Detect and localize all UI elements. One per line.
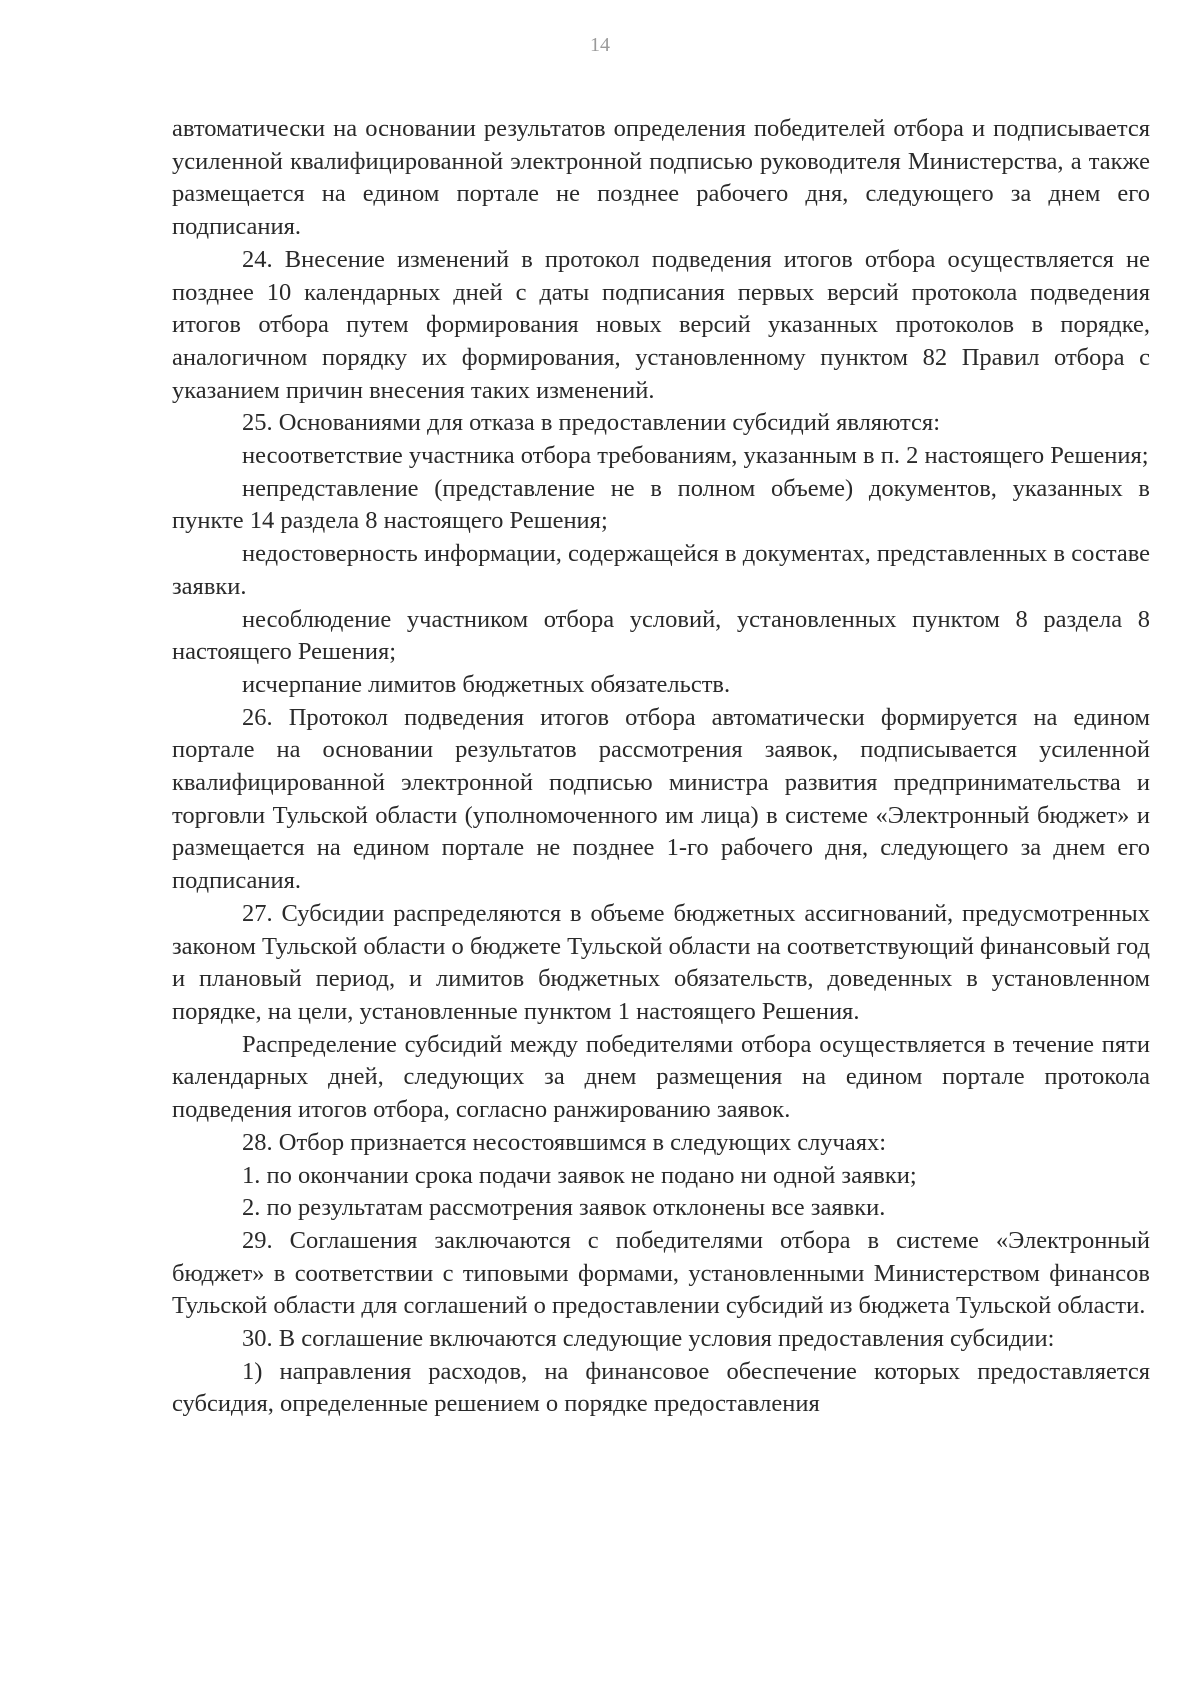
paragraph: автоматически на основании результатов определения победителей отбора и подписывается усиленной квалифицированной электронной подписью руководителя Министерства, а также размещается на едином портале не позднее рабочего дня, следующего за днем его подписания. — [172, 115, 1150, 241]
paragraph: непредставление (представление не в полном объеме) документов, указанных в пункте 14 раздела 8 настоящего Решения; — [172, 474, 1150, 535]
document-body — [172, 113, 1150, 1421]
paragraph: исчерпание лимитов бюджетных обязательств. — [242, 670, 731, 698]
paragraph: 26. Протокол подведения итогов отбора автоматически формируется на едином портале на основании результатов рассмотрения заявок, подписывается усиленной квалифицированной электронной подписью министра развития предпринимательства и торговли Тульской области (уполномоченного им лица) в системе «Электронный бюджет» и размещается на едином портале не позднее 1-го рабочего дня, следующего за днем его подписания. — [172, 703, 1150, 895]
paragraph: несоблюдение участником отбора условий, установленных пунктом 8 раздела 8 настоящего Решения; — [172, 605, 1150, 666]
page-number: 14 — [590, 34, 610, 56]
paragraph: 2. по результатам рассмотрения заявок отклонены все заявки. — [242, 1194, 886, 1222]
paragraph: 29. Соглашения заключаются с победителями отбора в системе «Электронный бюджет» в соответствии с типовыми формами, установленными Министерством финансов Тульской области для соглашений о предоставлении субсидий из бюджета Тульской области. — [172, 1226, 1150, 1320]
paragraph: 27. Субсидии распределяются в объеме бюджетных ассигнований, предусмотренных законом Тульской области о бюджете Тульской области на соответствующий финансовый год и плановый период, и лимитов бюджетных обязательств, доведенных в установленном порядке, на цели, установленные пунктом 1 настоящего Решения. — [172, 899, 1150, 1025]
paragraph: 25. Основаниями для отказа в предоставлении субсидий являются: — [242, 409, 941, 437]
paragraph: недостоверность информации, содержащейся в документах, представленных в составе заявки. — [172, 540, 1150, 600]
paragraph: 30. В соглашение включаются следующие условия предоставления субсидии: — [242, 1325, 1055, 1353]
paragraph: 24. Внесение изменений в протокол подведения итогов отбора осуществляется не позднее 10 календарных дней с даты подписания первых версий протокола подведения итогов отбора путем формирования новых версий указанных протоколов в порядке, аналогичном порядку их формирования, установленному пунктом 82 Правил отбора с указанием причин внесения таких изменений. — [172, 245, 1150, 404]
paragraph: несоответствие участника отбора требованиям, указанным в п. 2 настоящего Решения; — [242, 442, 1149, 470]
paragraph: 1) направления расходов, на финансовое обеспечение которых предоставляется субсидия, определенные решением о порядке предоставления — [172, 1357, 1150, 1418]
paragraph: Распределение субсидий между победителями отбора осуществляется в течение пяти календарных дней, следующих за днем размещения на едином портале протокола подведения итогов отбора, согласно ранжированию заявок. — [172, 1030, 1150, 1124]
paragraph: 1. по окончании срока подачи заявок не подано ни одной заявки; — [242, 1161, 917, 1189]
paragraph: 28. Отбор признается несостоявшимся в следующих случаях: — [242, 1128, 887, 1156]
